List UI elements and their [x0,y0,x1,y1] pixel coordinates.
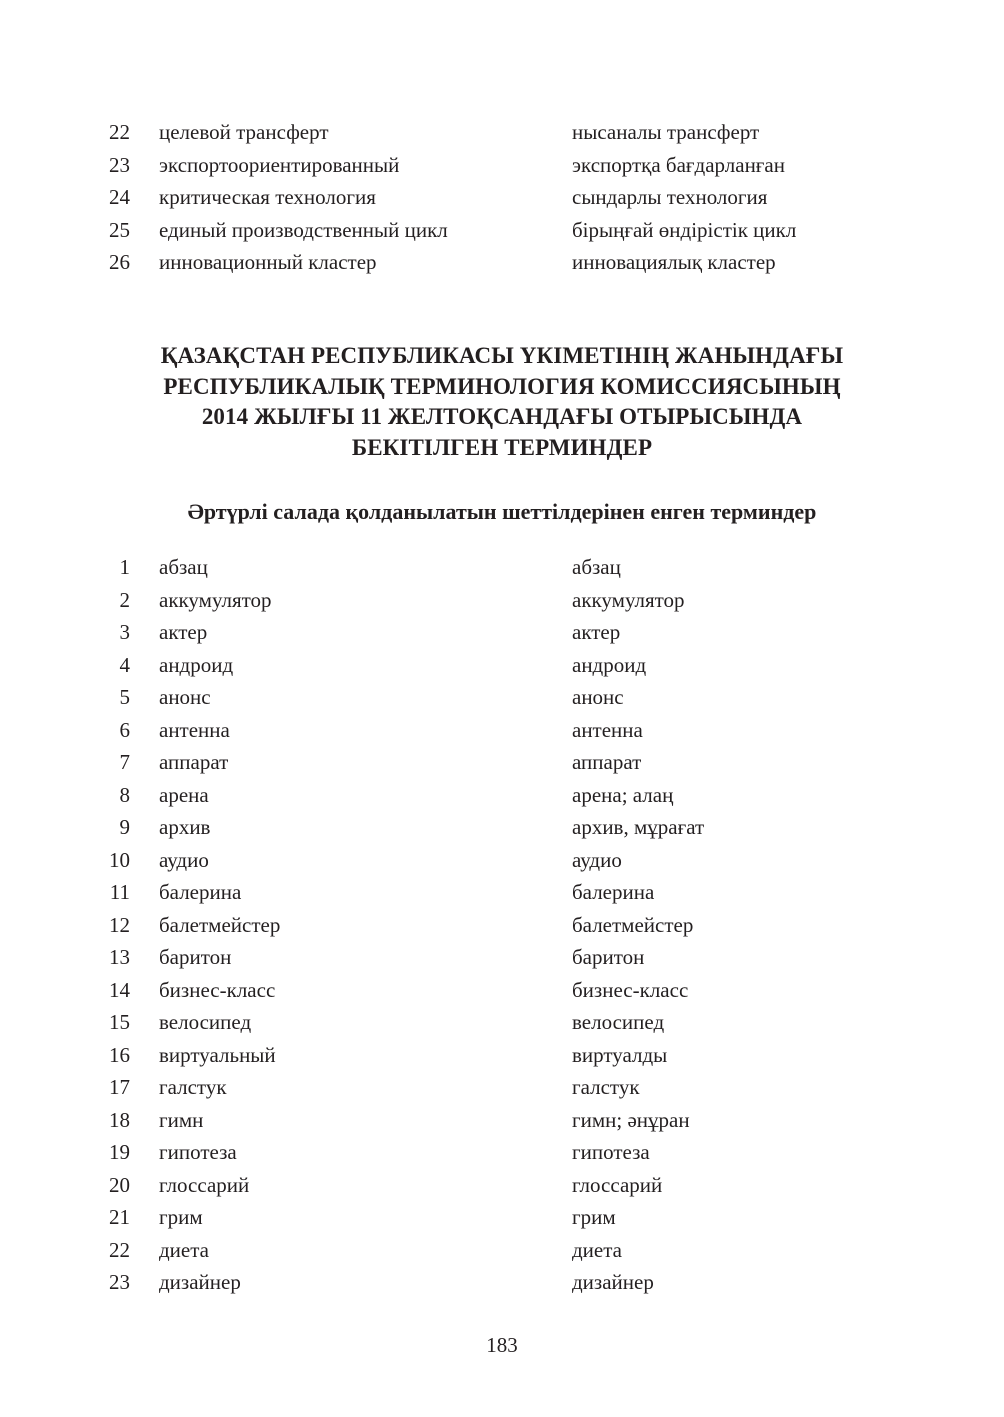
row-number: 15 [109,1010,130,1034]
table-row [0,214,1004,247]
row-number: 21 [109,1205,130,1229]
russian-term: инновационный кластер [159,250,377,274]
russian-term: экспортоориентированный [159,152,400,177]
kazakh-term: арена; алаң [572,782,674,807]
row-number: 23 [109,1270,130,1294]
table-row [0,584,1004,617]
kazakh-term: архив, мұрағат [572,815,705,839]
row-number: 9 [119,815,130,839]
russian-term: грим [159,1205,203,1229]
kazakh-term: виртуалды [572,1042,668,1067]
table-row [0,746,1004,779]
table-row [0,1136,1004,1169]
kazakh-term: грим [572,1205,616,1229]
row-number: 7 [119,750,130,774]
russian-term: актер [159,620,208,644]
russian-term: андроид [159,652,234,677]
section-heading [60,341,944,463]
table-row [0,1071,1004,1104]
row-number: 25 [109,217,130,242]
table-row [0,616,1004,649]
table-row [0,1169,1004,1202]
table-row [0,116,1004,149]
russian-term: галстук [159,1075,227,1099]
russian-term: баритон [159,945,232,969]
russian-term: диета [159,1237,209,1262]
heading-line: РЕСПУБЛИКАЛЫҚ ТЕРМИНОЛОГИЯ КОМИССИЯСЫНЫҢ [163,373,841,399]
russian-term: аккумулятор [159,587,272,612]
table-row [0,844,1004,877]
row-number: 6 [119,717,130,742]
table-row [0,1201,1004,1234]
table-row [0,714,1004,747]
kazakh-term: галстук [572,1075,640,1099]
kazakh-term: бірыңғай өндірістік цикл [572,217,797,242]
table-row [0,551,1004,584]
row-number: 3 [119,620,130,644]
kazakh-term: велосипед [572,1010,665,1034]
heading-line: 2014 ЖЫЛҒЫ 11 ЖЕЛТОҚСАНДАҒЫ ОТЫРЫСЫНДА [201,404,803,429]
table-row [0,909,1004,942]
table-row [0,246,1004,279]
table-row [0,941,1004,974]
kazakh-term: дизайнер [572,1270,654,1294]
russian-term: единый производственный цикл [159,217,448,242]
russian-term: критическая технология [159,185,376,209]
row-number: 17 [109,1075,130,1099]
kazakh-term: балерина [572,880,655,904]
row-number: 12 [109,912,130,937]
kazakh-term: анонс [572,685,624,709]
kazakh-term: андроид [572,652,647,677]
table-row [0,681,1004,714]
russian-term: архив [159,815,211,839]
kazakh-term: аппарат [572,750,642,774]
page-number: 183 [486,1333,518,1357]
table-row [0,1104,1004,1137]
russian-term: дизайнер [159,1270,241,1294]
row-number: 2 [119,587,130,612]
kazakh-term: гипотеза [572,1140,650,1164]
russian-term: гимн [159,1107,204,1132]
russian-term: целевой трансферт [159,120,329,144]
russian-term: балетмейстер [159,912,281,937]
kazakh-term: аудио [572,847,622,872]
russian-term: анонс [159,685,211,709]
russian-term: антенна [159,717,230,742]
main-term-table [0,551,1004,1299]
table-row [0,811,1004,844]
row-number: 26 [109,250,130,274]
row-number: 24 [109,185,130,209]
kazakh-term: абзац [572,555,621,579]
russian-term: гипотеза [159,1140,237,1164]
russian-term: аудио [159,847,209,872]
russian-term: арена [159,782,209,807]
row-number: 11 [109,880,130,904]
top-term-table [0,116,1004,279]
kazakh-term: бизнес-класс [572,977,689,1002]
table-row [0,149,1004,182]
kazakh-term: антенна [572,717,643,742]
kazakh-term: актер [572,620,621,644]
kazakh-term: гимн; әнұран [572,1107,690,1132]
row-number: 16 [109,1042,130,1067]
heading-line: БЕКІТІЛГЕН ТЕРМИНДЕР [351,434,653,460]
row-number: 4 [119,652,130,677]
table-row [0,779,1004,812]
table-row [0,1266,1004,1299]
row-number: 18 [109,1107,130,1132]
row-number: 19 [109,1140,130,1164]
russian-term: бизнес-класс [159,977,276,1002]
russian-term: балерина [159,880,242,904]
kazakh-term: нысаналы трансферт [572,120,760,144]
kazakh-term: балетмейстер [572,912,694,937]
row-number: 22 [109,1237,130,1262]
kazakh-term: глоссарий [572,1172,663,1197]
heading-line: ҚАЗАҚСТАН РЕСПУБЛИКАСЫ ҮКІМЕТІНІҢ ЖАНЫНДАҒЫ [160,343,844,368]
table-row [0,1006,1004,1039]
table-row [0,649,1004,682]
row-number: 13 [109,945,130,969]
kazakh-term: инновациялық кластер [572,250,776,274]
table-row [0,1234,1004,1267]
row-number: 14 [109,977,130,1002]
row-number: 1 [119,555,130,579]
row-number: 23 [109,152,130,177]
row-number: 5 [119,685,130,709]
kazakh-term: экспортқа бағдарланған [572,152,785,177]
table-row [0,974,1004,1007]
row-number: 20 [109,1172,130,1197]
row-number: 22 [109,120,130,144]
table-row [0,181,1004,214]
russian-term: аппарат [159,750,229,774]
russian-term: велосипед [159,1010,252,1034]
row-number: 8 [119,782,130,807]
russian-term: глоссарий [159,1172,250,1197]
kazakh-term: диета [572,1237,622,1262]
kazakh-term: аккумулятор [572,587,685,612]
table-row [0,876,1004,909]
russian-term: виртуальный [159,1042,276,1067]
kazakh-term: баритон [572,945,645,969]
section-subheading: Әртүрлі салада қолданылатын шеттілдерінен енген терминдер [187,499,817,524]
table-row [0,1039,1004,1072]
row-number: 10 [109,847,130,872]
russian-term: абзац [159,555,208,579]
kazakh-term: сындарлы технология [572,185,768,209]
